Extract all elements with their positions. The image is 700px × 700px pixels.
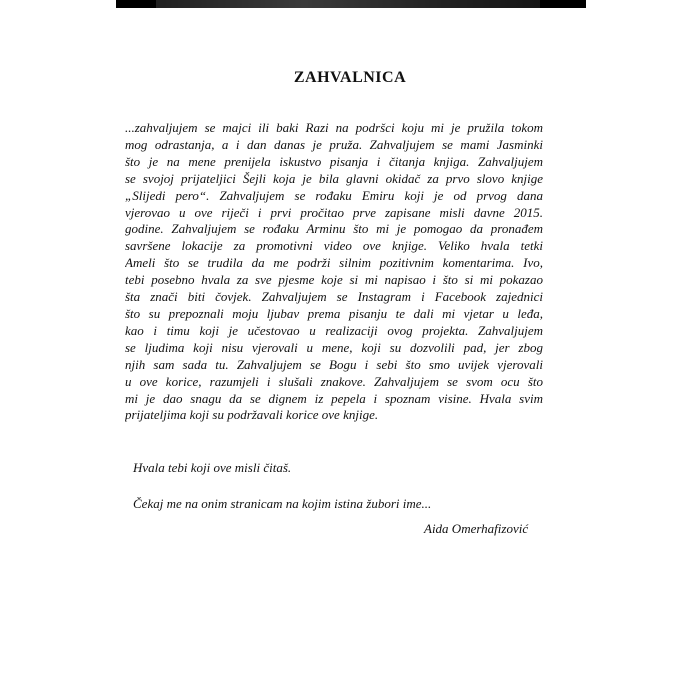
author-signature: Aida Omerhafizović	[424, 521, 529, 536]
body-line: mog odrastanja, a i dan danas je pruža. Zahvaljujem se mami Jasminki	[125, 136, 543, 152]
body-line: prijateljima koji su podržavali korice ove knjige.	[125, 407, 379, 423]
body-line: kao i timu koji je učestovao u realizaciji ovog projekta. Zahvaljujem	[125, 322, 543, 338]
body-line: se ljudima koji nisu vjerovali u mene, koji su dozvolili pad, jer zbog	[125, 339, 543, 355]
page-title: ZAHVALNICA	[293, 69, 407, 86]
closing-line: Čekaj me na onim stranicam na kojim istina žubori ime...	[133, 496, 432, 511]
body-line: što su prepoznali moju ljubav prema pisanju te dali mi vjetar u leđa,	[125, 305, 543, 321]
body-line: u ove korice, razumjeli i slušali znakove. Zahvaljujem se svom ocu što	[125, 373, 543, 389]
body-line: ...zahvaljujem se majci ili baki Razi na podršci koju mi je pružila tokom	[125, 120, 543, 135]
body-line: što je na mene prenijela iskustvo pisanja i čitanja knjiga. Zahvaljujem	[125, 153, 543, 169]
body-line: godine. Zahvaljujem se rođaku Arminu što mi je pomogao da pronađem	[125, 221, 543, 237]
body-line: „Slijedi pero“. Zahvaljujem se rođaku Emiru koji je od prvog dana	[125, 187, 543, 203]
body-line: vjerovao u ove riječi i prvi pročitao prve zapisane misli davne 2015.	[125, 204, 543, 220]
body-line: njih sam sada tu. Zahvaljujem se Bogu i sebi što smo uvijek vjerovali	[125, 356, 543, 372]
body-line: Ameli što se trudila da me podrži silnim pozitivnim komentarima. Ivo,	[125, 255, 543, 271]
body-line: tebi posebno hvala za sve pjesme koje si mi napisao i što si mi pokazao	[125, 272, 543, 288]
body-line: savršene lokacije za promotivni video ove knjige. Veliko hvala tetki	[125, 238, 543, 254]
body-line: šta znači biti čovjek. Zahvaljujem se Instagram i Facebook zajednici	[125, 289, 543, 305]
closing-line: Hvala tebi koji ove misli čitaš.	[133, 460, 292, 475]
acknowledgement-body	[125, 120, 543, 424]
body-line: mi je dao snagu da se dignem iz pepela i spoznam visine. Hvala svim	[125, 390, 543, 406]
body-line: se svojoj prijateljici Šejli koja je bila glavni okidač za prvo slovo knjige	[125, 170, 543, 186]
